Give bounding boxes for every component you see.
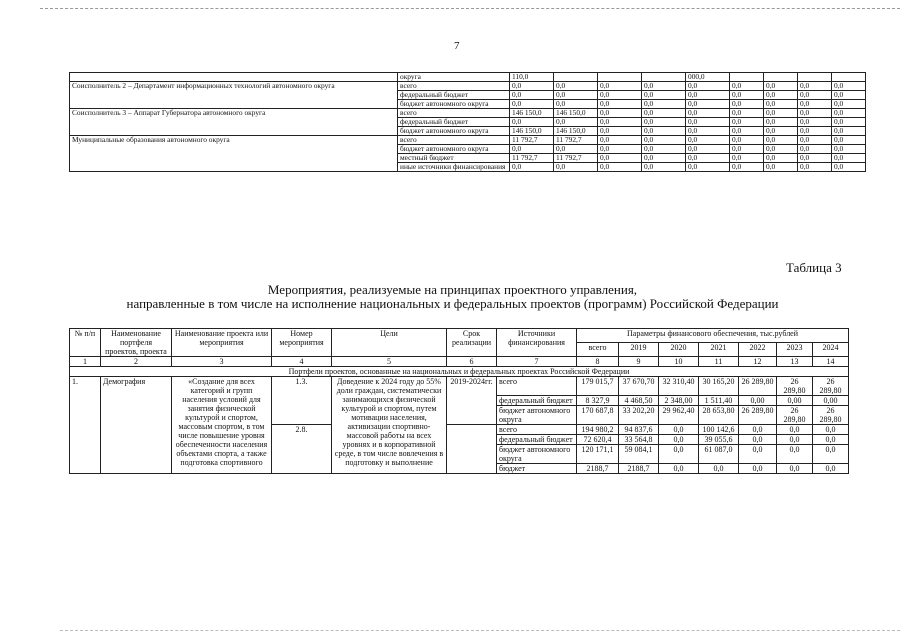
- page-number: 7: [454, 40, 460, 52]
- funding-value: 0,0: [642, 136, 686, 145]
- header-sources: Источники финансирования: [497, 329, 577, 357]
- column-index: 5: [332, 357, 447, 367]
- funding-value: 0,0: [510, 91, 554, 100]
- funding-value: 0,0: [659, 435, 699, 445]
- funding-source: всего: [398, 82, 510, 91]
- column-index: 13: [777, 357, 813, 367]
- funding-table-top: [69, 72, 866, 172]
- table-row: [70, 136, 866, 145]
- funding-value: 146 150,0: [510, 109, 554, 118]
- funding-value: 0,0: [686, 154, 730, 163]
- header-portfolio: Наименование портфеля проектов, проекта: [101, 329, 172, 357]
- funding-value: 0,0: [832, 163, 866, 172]
- funding-value: 146 150,0: [510, 127, 554, 136]
- funding-source: бюджет автономного округа: [497, 406, 577, 425]
- funding-value: 0,0: [730, 100, 764, 109]
- funding-value: 1 511,40: [699, 396, 739, 406]
- funding-value: 26 289,80: [813, 377, 849, 396]
- funding-value: 0,0: [832, 109, 866, 118]
- funding-value: 33 564,8: [619, 435, 659, 445]
- funding-value: 0,0: [642, 82, 686, 91]
- funding-value: 000,0: [686, 73, 730, 82]
- funding-value: 11 792,7: [510, 136, 554, 145]
- event-number: 2.8.: [272, 425, 332, 474]
- funding-value: 0,0: [659, 445, 699, 464]
- funding-value: 0,0: [739, 435, 777, 445]
- funding-value: 0,0: [642, 100, 686, 109]
- header-event-number: Номер мероприятия: [272, 329, 332, 357]
- funding-source: округа: [398, 73, 510, 82]
- funding-value: 120 171,1: [577, 445, 619, 464]
- table-row: [70, 377, 849, 396]
- funding-value: 0,0: [798, 127, 832, 136]
- funding-value: 0,0: [730, 127, 764, 136]
- column-index-row: [70, 357, 849, 367]
- funding-value: 0,0: [777, 435, 813, 445]
- funding-value: [642, 73, 686, 82]
- funding-value: 0,0: [777, 445, 813, 464]
- funding-value: 0,0: [739, 445, 777, 464]
- funding-value: 0,0: [598, 109, 642, 118]
- funding-value: 0,0: [764, 100, 798, 109]
- funding-value: 26 289,80: [739, 406, 777, 425]
- funding-value: 0,0: [642, 91, 686, 100]
- funding-value: 146 150,0: [554, 109, 598, 118]
- funding-value: 0,0: [642, 118, 686, 127]
- funding-source: всего: [497, 377, 577, 396]
- funding-value: 0,0: [798, 82, 832, 91]
- row-number: 1.: [70, 377, 101, 474]
- funding-value: 0,0: [510, 118, 554, 127]
- column-index: 6: [447, 357, 497, 367]
- funding-value: [764, 73, 798, 82]
- funding-value: 0,0: [813, 435, 849, 445]
- column-index: 12: [739, 357, 777, 367]
- funding-value: 0,0: [798, 100, 832, 109]
- funding-source: местный бюджет: [398, 154, 510, 163]
- funding-value: 11 792,7: [554, 136, 598, 145]
- column-index: 14: [813, 357, 849, 367]
- funding-value: 0,0: [730, 136, 764, 145]
- column-index: 11: [699, 357, 739, 367]
- funding-value: 4 468,50: [619, 396, 659, 406]
- funding-value: 0,0: [798, 118, 832, 127]
- funding-value: 0,0: [642, 127, 686, 136]
- event-number: 1.3.: [272, 377, 332, 425]
- funding-value: 8 327,9: [577, 396, 619, 406]
- funding-value: 0,0: [798, 136, 832, 145]
- funding-value: 0,0: [739, 464, 777, 474]
- funding-value: 110,0: [510, 73, 554, 82]
- funding-value: 146 150,0: [554, 127, 598, 136]
- funding-value: [598, 73, 642, 82]
- funding-value: 0,0: [764, 82, 798, 91]
- funding-source: федеральный бюджет: [497, 396, 577, 406]
- funding-value: 0,0: [598, 136, 642, 145]
- funding-value: 2 348,00: [659, 396, 699, 406]
- table-number-label: Таблица 3: [786, 260, 842, 275]
- column-index: 3: [172, 357, 272, 367]
- funding-value: 0,0: [554, 82, 598, 91]
- projects-table: [69, 328, 849, 474]
- scan-edge-line: [40, 8, 900, 9]
- funding-value: 0,0: [777, 464, 813, 474]
- column-index: 9: [619, 357, 659, 367]
- funding-value: 179 015,7: [577, 377, 619, 396]
- funding-value: [554, 73, 598, 82]
- executor-label: [70, 73, 398, 82]
- period: [447, 425, 497, 474]
- funding-value: 0,0: [730, 109, 764, 118]
- funding-value: 0,0: [730, 145, 764, 154]
- funding-value: 194 980,2: [577, 425, 619, 435]
- funding-value: 94 837,6: [619, 425, 659, 435]
- funding-value: 0,0: [686, 127, 730, 136]
- funding-source: бюджет: [497, 464, 577, 474]
- funding-value: 0,0: [598, 145, 642, 154]
- funding-value: 28 653,80: [699, 406, 739, 425]
- funding-value: 72 620,4: [577, 435, 619, 445]
- funding-value: 26 289,80: [813, 406, 849, 425]
- funding-value: 0,0: [832, 154, 866, 163]
- period: 2019-2024гг.: [447, 377, 497, 425]
- funding-source: федеральный бюджет: [398, 91, 510, 100]
- funding-value: 0,0: [686, 91, 730, 100]
- funding-value: 0,0: [554, 163, 598, 172]
- column-index: 8: [577, 357, 619, 367]
- column-index: 10: [659, 357, 699, 367]
- executor-label: Соисполнитель 2 – Департамент информационных технологий автономного округа: [70, 82, 398, 109]
- funding-value: 0,0: [798, 91, 832, 100]
- header-year: 2024: [813, 343, 849, 357]
- header-year: 2022: [739, 343, 777, 357]
- funding-value: 0,0: [642, 154, 686, 163]
- funding-value: 0,0: [813, 464, 849, 474]
- funding-value: 0,0: [699, 464, 739, 474]
- funding-value: 0,00: [777, 396, 813, 406]
- funding-value: 0,0: [813, 445, 849, 464]
- funding-value: 30 165,20: [699, 377, 739, 396]
- funding-value: 100 142,6: [699, 425, 739, 435]
- funding-value: 0,0: [798, 145, 832, 154]
- funding-value: 0,0: [764, 118, 798, 127]
- funding-value: 32 310,40: [659, 377, 699, 396]
- funding-value: [832, 73, 866, 82]
- funding-value: 0,0: [598, 91, 642, 100]
- funding-value: 0,0: [642, 109, 686, 118]
- scan-edge-line-bottom: [60, 630, 900, 631]
- funding-value: 170 687,8: [577, 406, 619, 425]
- column-index: 7: [497, 357, 577, 367]
- funding-value: 0,0: [598, 100, 642, 109]
- section-heading: Портфели проектов, основанные на национальных и федеральных проектах Российской Федерации: [70, 367, 849, 377]
- funding-value: 0,0: [510, 82, 554, 91]
- funding-value: 0,0: [686, 145, 730, 154]
- funding-value: 0,0: [764, 163, 798, 172]
- funding-value: 26 289,80: [777, 377, 813, 396]
- funding-value: 0,0: [598, 163, 642, 172]
- funding-value: 0,0: [777, 425, 813, 435]
- table-row: [70, 109, 866, 118]
- funding-value: 0,0: [598, 82, 642, 91]
- funding-value: 0,0: [554, 91, 598, 100]
- funding-value: 11 792,7: [510, 154, 554, 163]
- funding-value: 0,0: [730, 82, 764, 91]
- funding-value: 0,0: [832, 100, 866, 109]
- funding-value: 0,0: [554, 100, 598, 109]
- funding-value: 0,0: [764, 91, 798, 100]
- funding-value: 0,00: [813, 396, 849, 406]
- funding-value: 0,0: [764, 145, 798, 154]
- funding-value: 0,0: [798, 154, 832, 163]
- funding-value: 0,0: [730, 91, 764, 100]
- table-row: [70, 73, 866, 82]
- funding-value: 0,00: [739, 396, 777, 406]
- header-finance: Параметры финансового обеспечения, тыс.рублей: [577, 329, 849, 343]
- funding-value: 0,0: [832, 127, 866, 136]
- funding-value: 11 792,7: [554, 154, 598, 163]
- funding-value: 0,0: [642, 145, 686, 154]
- funding-value: 0,0: [510, 163, 554, 172]
- funding-value: 0,0: [832, 136, 866, 145]
- funding-source: иные источники финансирования: [398, 163, 510, 172]
- funding-value: 0,0: [730, 163, 764, 172]
- funding-value: 0,0: [813, 425, 849, 435]
- funding-value: 0,0: [686, 118, 730, 127]
- funding-value: 0,0: [764, 127, 798, 136]
- header-year: 2019: [619, 343, 659, 357]
- funding-value: 0,0: [510, 100, 554, 109]
- funding-value: 0,0: [598, 154, 642, 163]
- funding-source: бюджет автономного округа: [398, 145, 510, 154]
- funding-value: 29 962,40: [659, 406, 699, 425]
- funding-value: 0,0: [764, 136, 798, 145]
- funding-source: федеральный бюджет: [497, 435, 577, 445]
- funding-value: 0,0: [642, 163, 686, 172]
- column-index: 2: [101, 357, 172, 367]
- funding-source: бюджет автономного округа: [398, 100, 510, 109]
- funding-value: 0,0: [832, 91, 866, 100]
- funding-value: 0,0: [659, 425, 699, 435]
- funding-value: 0,0: [730, 154, 764, 163]
- header-year: 2020: [659, 343, 699, 357]
- table-row: [70, 82, 866, 91]
- funding-value: 0,0: [739, 425, 777, 435]
- executor-label: Муниципальные образования автономного округа: [70, 136, 398, 172]
- funding-value: 0,0: [832, 145, 866, 154]
- header-period: Срок реализации: [447, 329, 497, 357]
- funding-value: 0,0: [686, 163, 730, 172]
- funding-value: 0,0: [832, 82, 866, 91]
- funding-value: 0,0: [554, 118, 598, 127]
- header-year: 2021: [699, 343, 739, 357]
- funding-value: 0,0: [686, 136, 730, 145]
- table-title-line-2: направленные в том числе на исполнение национальных и федеральных проектов (программ) Российской Федерации: [126, 296, 779, 311]
- header-num: № п/п: [70, 329, 101, 357]
- funding-value: 26 289,80: [777, 406, 813, 425]
- header-total: всего: [577, 343, 619, 357]
- funding-source: федеральный бюджет: [398, 118, 510, 127]
- funding-value: 26 289,80: [739, 377, 777, 396]
- funding-value: 0,0: [659, 464, 699, 474]
- project-name: «Создание для всех категорий и групп населения условий для занятия физической культурой и спортом, массовым спортом, в том числе повышение уровня обеспеченности населения объектами спорта, а также подготовка спортивного: [172, 377, 272, 474]
- funding-value: 0,0: [686, 100, 730, 109]
- funding-value: 61 087,0: [699, 445, 739, 464]
- funding-value: 0,0: [798, 163, 832, 172]
- funding-value: 0,0: [798, 109, 832, 118]
- funding-value: 0,0: [764, 109, 798, 118]
- funding-value: 0,0: [730, 118, 764, 127]
- funding-value: 0,0: [554, 145, 598, 154]
- portfolio-name: Демография: [101, 377, 172, 474]
- funding-value: [730, 73, 764, 82]
- funding-value: 0,0: [686, 82, 730, 91]
- header-year: 2023: [777, 343, 813, 357]
- funding-source: бюджет автономного округа: [497, 445, 577, 464]
- funding-value: [798, 73, 832, 82]
- funding-value: 0,0: [686, 109, 730, 118]
- funding-value: 59 084,1: [619, 445, 659, 464]
- funding-value: 2188,7: [619, 464, 659, 474]
- funding-value: 0,0: [510, 145, 554, 154]
- funding-source: всего: [497, 425, 577, 435]
- funding-value: 0,0: [832, 118, 866, 127]
- header-goals: Цели: [332, 329, 447, 357]
- funding-value: 33 202,20: [619, 406, 659, 425]
- goals-text: Доведение к 2024 году до 55% доли граждан, систематически занимающихся физической культурой и спортом, путем мотивации населения, активизации спортивно-массовой работы на всех уровнях и в корпоративной среде, в том числе вовлечения в подготовку и выполнение: [332, 377, 447, 474]
- funding-source: всего: [398, 109, 510, 118]
- column-index: 1: [70, 357, 101, 367]
- header-project: Наименование проекта или мероприятия: [172, 329, 272, 357]
- funding-source: всего: [398, 136, 510, 145]
- funding-value: 0,0: [598, 118, 642, 127]
- executor-label: Соисполнитель 3 – Аппарат Губернатора автономного округа: [70, 109, 398, 136]
- table-title-line-1: Мероприятия, реализуемые на принципах проектного управления,: [267, 282, 638, 297]
- funding-value: 37 670,70: [619, 377, 659, 396]
- funding-value: 2188,7: [577, 464, 619, 474]
- funding-value: 0,0: [764, 154, 798, 163]
- column-index: 4: [272, 357, 332, 367]
- funding-value: 39 055,6: [699, 435, 739, 445]
- funding-source: бюджет автономного округа: [398, 127, 510, 136]
- funding-value: 0,0: [598, 127, 642, 136]
